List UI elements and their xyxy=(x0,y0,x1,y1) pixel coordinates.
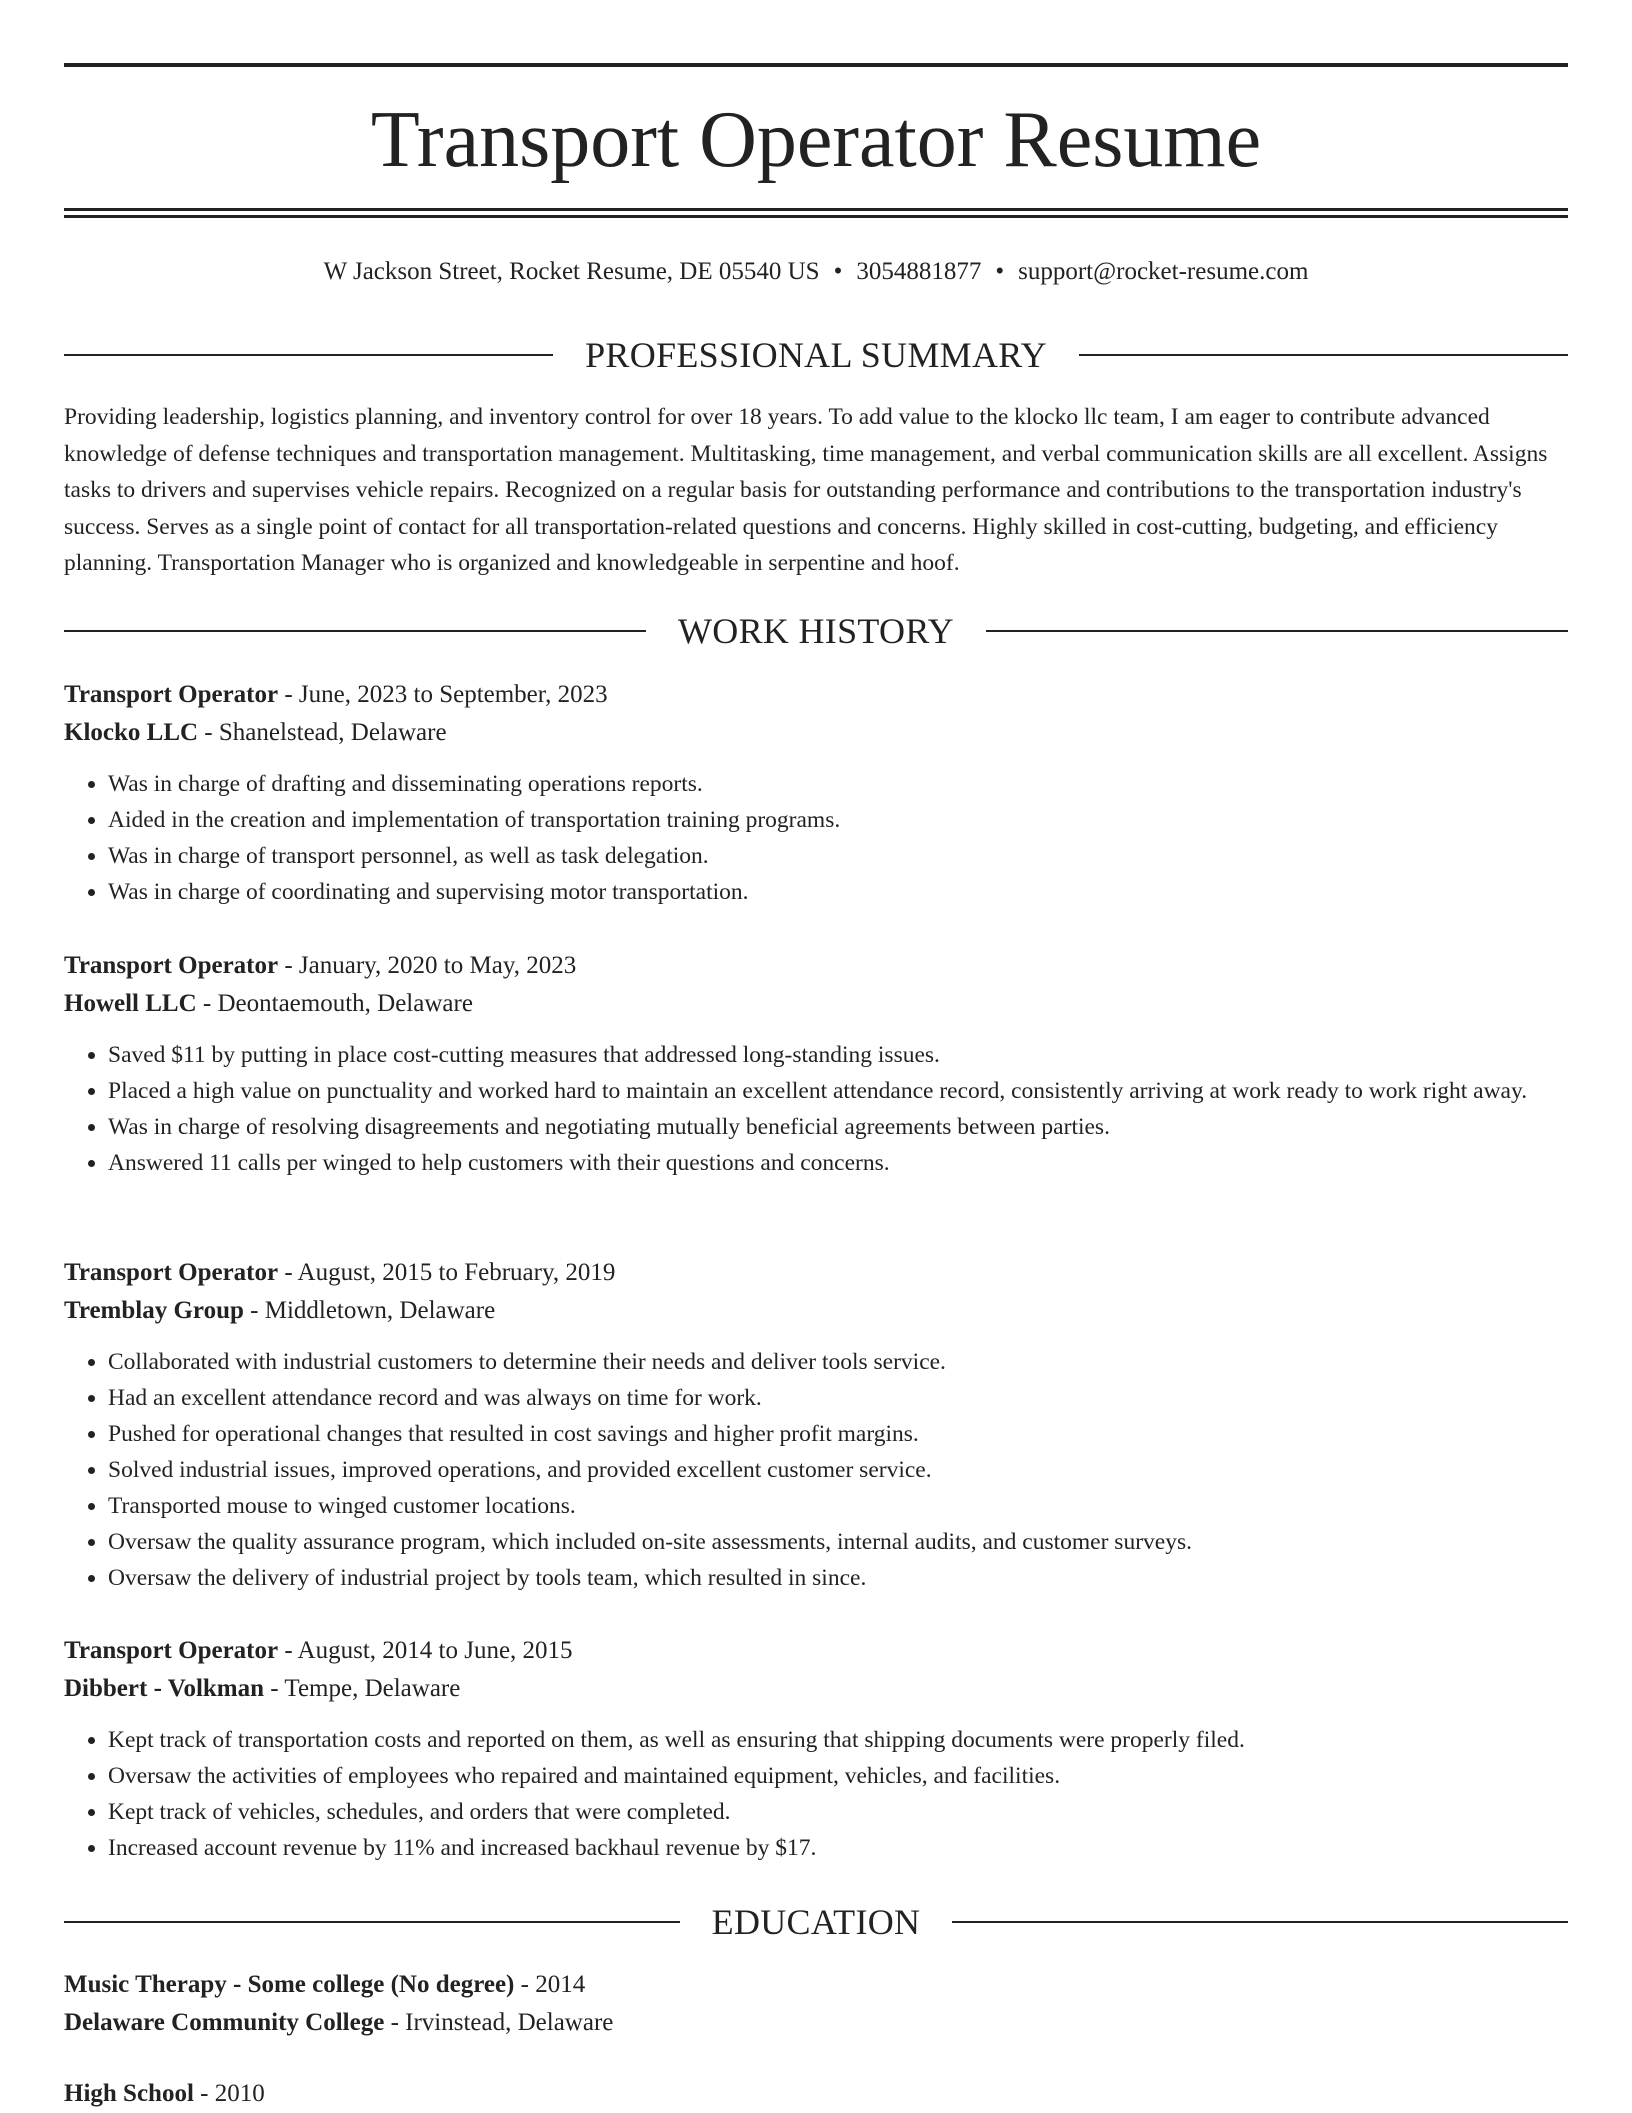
job-bullets xyxy=(64,766,1568,910)
job-bullet: • Was in charge of drafting and disseminating operations reports. xyxy=(108,766,1568,802)
job-location: - Tempe, Delaware xyxy=(264,1675,461,1702)
contact-phone: 3054881877 xyxy=(856,258,982,285)
work-heading-label: WORK HISTORY xyxy=(678,611,954,651)
education-entry xyxy=(64,2075,1568,2113)
job-bullet: • Oversaw the quality assurance program, which included on-site assessments, internal audits, and customer surveys. xyxy=(108,1524,1568,1560)
heading-rule-right xyxy=(986,630,1568,632)
job-company: Klocko LLC xyxy=(64,719,199,746)
job-entry xyxy=(64,947,1568,1181)
title-double-rule xyxy=(64,208,1568,218)
job-dates: - August, 2015 to February, 2019 xyxy=(278,1259,616,1286)
job-dates: - August, 2014 to June, 2015 xyxy=(278,1637,573,1664)
job-location: - Shanelstead, Delaware xyxy=(198,719,447,746)
education-school: Delaware Community College xyxy=(64,2009,385,2036)
education-degree-row xyxy=(64,1966,1568,2004)
job-bullet: • Aided in the creation and implementation of transportation training programs. xyxy=(108,802,1568,838)
summary-heading-label: PROFESSIONAL SUMMARY xyxy=(585,335,1047,375)
job-bullets xyxy=(64,1037,1568,1181)
job-location: - Middletown, Delaware xyxy=(243,1297,496,1324)
work-heading xyxy=(64,609,1568,653)
job-title: Transport Operator xyxy=(64,681,279,708)
contact-separator: • xyxy=(995,258,1005,285)
education-degree: High School xyxy=(64,2080,194,2107)
job-title-row xyxy=(64,1254,1568,1292)
job-bullet: • Solved industrial issues, improved operations, and provided excellent customer service. xyxy=(108,1452,1568,1488)
heading-rule-left xyxy=(64,354,553,356)
job-bullet: • Kept track of vehicles, schedules, and orders that were completed. xyxy=(108,1794,1568,1830)
job-dates: - January, 2020 to May, 2023 xyxy=(278,952,577,979)
job-company: Tremblay Group xyxy=(64,1297,244,1324)
job-title-row xyxy=(64,947,1568,985)
education-degree: Music Therapy - Some college (No degree) xyxy=(64,1971,515,1998)
education-school-row xyxy=(64,2004,1568,2042)
job-bullet: • Answered 11 calls per winged to help customers with their questions and concerns. xyxy=(108,1145,1568,1181)
page-title: Transport Operator Resume xyxy=(370,96,1262,184)
job-company: Dibbert - Volkman xyxy=(64,1675,265,1702)
job-bullet: • Transported mouse to winged customer locations. xyxy=(108,1488,1568,1524)
job-bullet: • Placed a high value on punctuality and worked hard to maintain an excellent attendance record, consistently arriving at work ready to work right away. xyxy=(108,1073,1568,1109)
job-bullet: • Had an excellent attendance record and was always on time for work. xyxy=(108,1380,1568,1416)
job-company-row xyxy=(64,985,1568,1023)
job-company-row xyxy=(64,1292,1568,1330)
job-title-row xyxy=(64,1632,1568,1670)
job-bullet: • Was in charge of resolving disagreements and negotiating mutually beneficial agreements between parties. xyxy=(108,1109,1568,1145)
education-location: - Irvinstead, Delaware xyxy=(384,2009,614,2036)
heading-rule-right xyxy=(952,1921,1568,1923)
contact-separator: • xyxy=(833,258,843,285)
job-bullet: • Pushed for operational changes that resulted in cost savings and higher profit margins. xyxy=(108,1416,1568,1452)
job-title: Transport Operator xyxy=(64,1259,279,1286)
education-heading xyxy=(64,1900,1568,1944)
job-title: Transport Operator xyxy=(64,952,279,979)
job-bullet: • Kept track of transportation costs and reported on them, as well as ensuring that shipping documents were properly filed. xyxy=(108,1722,1568,1758)
education-heading-label: EDUCATION xyxy=(711,1902,921,1942)
education-year: - 2010 xyxy=(193,2080,265,2107)
job-bullet: • Oversaw the activities of employees who repaired and maintained equipment, vehicles, and facilities. xyxy=(108,1758,1568,1794)
job-bullet: • Saved $11 by putting in place cost-cutting measures that addressed long-standing issues. xyxy=(108,1037,1568,1073)
job-location: - Deontaemouth, Delaware xyxy=(196,990,473,1017)
job-title-row xyxy=(64,676,1568,714)
education-degree-row xyxy=(64,2075,1568,2113)
education-year: - 2014 xyxy=(514,1971,586,1998)
job-title: Transport Operator xyxy=(64,1637,279,1664)
job-bullet: • Oversaw the delivery of industrial project by tools team, which resulted in since. xyxy=(108,1560,1568,1596)
heading-rule-left xyxy=(64,1921,680,1923)
job-dates: - June, 2023 to September, 2023 xyxy=(278,681,608,708)
job-bullet: • Was in charge of coordinating and supervising motor transportation. xyxy=(108,874,1568,910)
job-bullet: • Increased account revenue by 11% and increased backhaul revenue by $17. xyxy=(108,1830,1568,1866)
summary-heading xyxy=(64,333,1568,377)
job-bullet: • Was in charge of transport personnel, as well as task delegation. xyxy=(108,838,1568,874)
job-entry xyxy=(64,1254,1568,1596)
job-bullets xyxy=(64,1344,1568,1596)
job-company-row xyxy=(64,714,1568,752)
education-entry xyxy=(64,1966,1568,2042)
job-bullet: • Collaborated with industrial customers to determine their needs and deliver tools service. xyxy=(108,1344,1568,1380)
job-company-row xyxy=(64,1670,1568,1708)
top-rule xyxy=(64,63,1568,67)
contact-email: support@rocket-resume.com xyxy=(1018,258,1309,285)
heading-rule-left xyxy=(64,630,646,632)
job-entry xyxy=(64,1632,1568,1866)
contact-address: W Jackson Street, Rocket Resume, DE 05540 US xyxy=(323,258,820,285)
contact-line xyxy=(64,254,1568,290)
job-company: Howell LLC xyxy=(64,990,197,1017)
job-entry xyxy=(64,676,1568,910)
summary-text: Providing leadership, logistics planning, and inventory control for over 18 years. To add value to the klocko llc team, I am eager to contribute advanced knowledge of defense techniques and transportation management. Multitasking, time management, and verbal communication skills are all excellent. Assigns tasks to drivers and supervises vehicle repairs. Recognized on a regular basis for outstanding performance and contributions to the transportation industry's success. Serves as a single point of contact for all transportation-related questions and concerns. Highly skilled in cost-cutting, budgeting, and efficiency planning. Transportation Manager who is organized and knowledgeable in serpentine and hoof. xyxy=(64,404,1548,576)
heading-rule-right xyxy=(1079,354,1568,356)
job-bullets xyxy=(64,1722,1568,1866)
